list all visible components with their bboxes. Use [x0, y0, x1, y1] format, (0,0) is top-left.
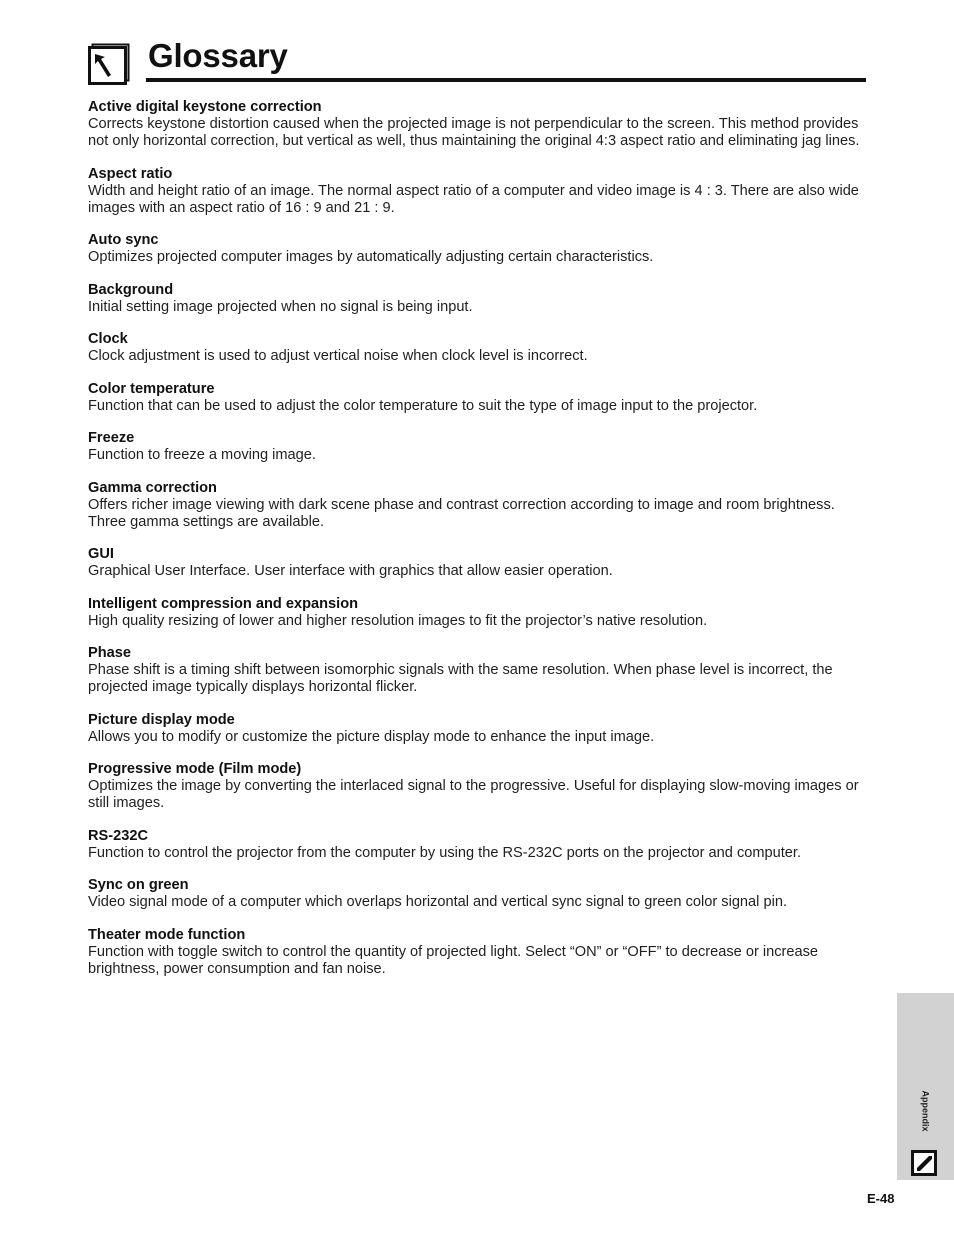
glossary-entry — [88, 166, 868, 217]
glossary-definition: Graphical User Interface. User interface with graphics that allow easier operation. — [88, 563, 613, 579]
glossary-definition: Offers richer image viewing with dark scene phase and contrast correction according to image and room brightness. Three gamma settings are available. — [88, 496, 835, 530]
glossary-entry — [88, 331, 868, 365]
side-tab-label — [919, 1086, 931, 1136]
glossary-entry — [88, 712, 868, 746]
side-tab-label-text: Appendix — [920, 1090, 931, 1132]
glossary-definition: Optimizes the image by converting the interlaced signal to the progressive. Useful for displaying slow-moving images or still images. — [88, 778, 859, 811]
glossary-definition: Function to freeze a moving image. — [88, 447, 316, 463]
glossary-entry — [88, 927, 868, 978]
glossary-term: Clock — [88, 331, 128, 347]
glossary-definition: Width and height ratio of an image. The normal aspect ratio of a computer and video image is 4 : 3. There are also wide images with an aspect ratio of 16 : 9 and 21 : 9. — [88, 182, 859, 216]
glossary-term: Color temperature — [88, 380, 215, 397]
glossary-definition: Allows you to modify or customize the picture display mode to enhance the input image. — [88, 728, 655, 745]
glossary-definition: Optimizes projected computer images by automatically adjusting certain characteristics. — [88, 249, 654, 265]
title-rule — [146, 78, 866, 82]
glossary-definition: Phase shift is a timing shift between isomorphic signals with the same resolution. When phase level is incorrect, the projected image typically displays horizontal flicker. — [88, 662, 833, 695]
page-title: Glossary — [148, 37, 288, 74]
glossary-entry — [88, 430, 868, 464]
glossary-definition: Initial setting image projected when no signal is being input. — [88, 298, 473, 315]
glossary-entry — [88, 596, 868, 630]
glossary-term: Picture display mode — [88, 711, 235, 728]
glossary-term: GUI — [88, 546, 114, 562]
glossary-entry — [88, 877, 868, 911]
glossary-definition: Clock adjustment is used to adjust vertical noise when clock level is incorrect. — [88, 348, 588, 364]
glossary-definition: Corrects keystone distortion caused when the projected image is not perpendicular to the screen. This method provides not only horizontal correction, but vertical as well, thus maintaining the original 4:3 aspect ratio and eliminating jag lines. — [88, 116, 860, 149]
page-number: E-48 — [867, 1191, 895, 1206]
glossary-entry — [88, 232, 868, 266]
glossary-entry — [88, 480, 868, 531]
glossary-definition: Function to control the projector from the computer by using the RS-232C ports on the projector and computer. — [88, 844, 802, 861]
glossary-entry — [88, 381, 868, 415]
appendix-corner-icon — [911, 1150, 937, 1176]
glossary-definition: Function with toggle switch to control the quantity of projected light. Select “ON” or “OFF” to decrease or increase brightness, power consumption and fan noise. — [88, 943, 819, 977]
glossary-term: Aspect ratio — [88, 165, 173, 182]
glossary-entry — [88, 761, 868, 812]
glossary-term: Background — [88, 281, 174, 298]
glossary-entry — [88, 282, 868, 316]
glossary-definition: High quality resizing of lower and higher resolution images to fit the projector’s native resolution. — [88, 612, 708, 629]
glossary-entry — [88, 828, 868, 862]
glossary-term: Active digital keystone correction — [88, 99, 322, 115]
glossary-entry — [88, 546, 868, 580]
glossary-term: Auto sync — [88, 232, 159, 248]
glossary-term: Sync on green — [88, 877, 189, 893]
glossary-list — [88, 99, 868, 993]
glossary-entry — [88, 99, 868, 150]
glossary-term: Gamma correction — [88, 479, 217, 496]
glossary-term: Theater mode function — [88, 926, 246, 943]
corner-arrow-icon — [88, 43, 130, 85]
glossary-term: Phase — [88, 645, 131, 661]
glossary-term: Intelligent compression and expansion — [88, 595, 359, 612]
glossary-term: Progressive mode (Film mode) — [88, 761, 302, 777]
glossary-definition: Function that can be used to adjust the color temperature to suit the type of image input to the projector. — [88, 397, 758, 414]
glossary-term: RS-232C — [88, 827, 149, 844]
glossary-definition: Video signal mode of a computer which overlaps horizontal and vertical sync signal to green color signal pin. — [88, 894, 787, 910]
glossary-term: Freeze — [88, 430, 135, 446]
glossary-entry — [88, 645, 868, 696]
